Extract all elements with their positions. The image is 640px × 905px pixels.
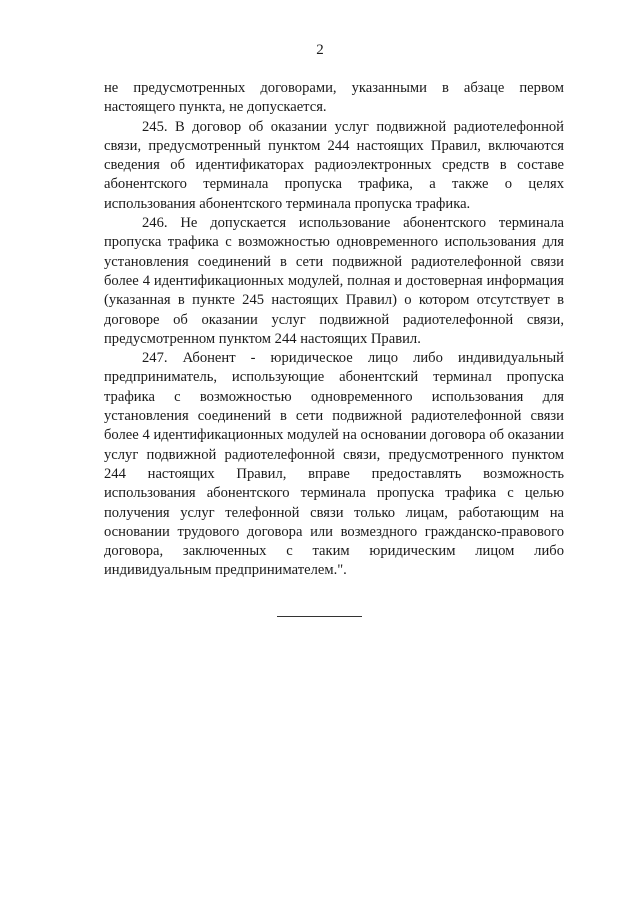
paragraph-245: 245. В договор об оказании услуг подвижной радиотелефонной связи, предусмотренный пунктом 244 настоящих Правил, включаются сведения об идентификаторах радиоэлектронных средств в составе абонентского терминала пропуска трафика, а также о целях использования абонентского терминала пропуска трафика. — [104, 118, 564, 212]
paragraph-246: 246. Не допускается использование абонентского терминала пропуска трафика с возможностью одновременного использования для установления соединений в сети подвижной радиотелефонной связи более 4 идентификационных модулей, полная и достоверная информация (указанная в пункте 245 настоящих Правил) о котором отсутствует в договоре об оказании услуг подвижной радиотелефонной связи, предусмотренном пунктом 244 настоящих Правил. — [104, 215, 564, 347]
end-divider-line — [277, 616, 362, 617]
document-body — [104, 79, 564, 581]
paragraph-continuation: не предусмотренных договорами, указанными в абзаце первом настоящего пункта, не допускается. — [104, 80, 564, 116]
page-number: 2 — [316, 42, 324, 58]
paragraph-247: 247. Абонент - юридическое лицо либо индивидуальный предприниматель, использующие абонентский терминал пропуска трафика с возможностью одновременного использования для установления соединений в сети подвижной радиотелефонной связи более 4 идентификационных модулей на основании договора об оказании услуг подвижной радиотелефонной связи, предусмотренного пунктом 244 настоящих Правил, вправе предоставлять возможность использования абонентского терминала пропуска трафика с целью получения услуг телефонной связи только лицам, работающим на основании трудового договора или возмездного гражданско-правового договора, заключенных с таким юридическим лицом либо индивидуальным предпринимателем.". — [104, 350, 564, 579]
